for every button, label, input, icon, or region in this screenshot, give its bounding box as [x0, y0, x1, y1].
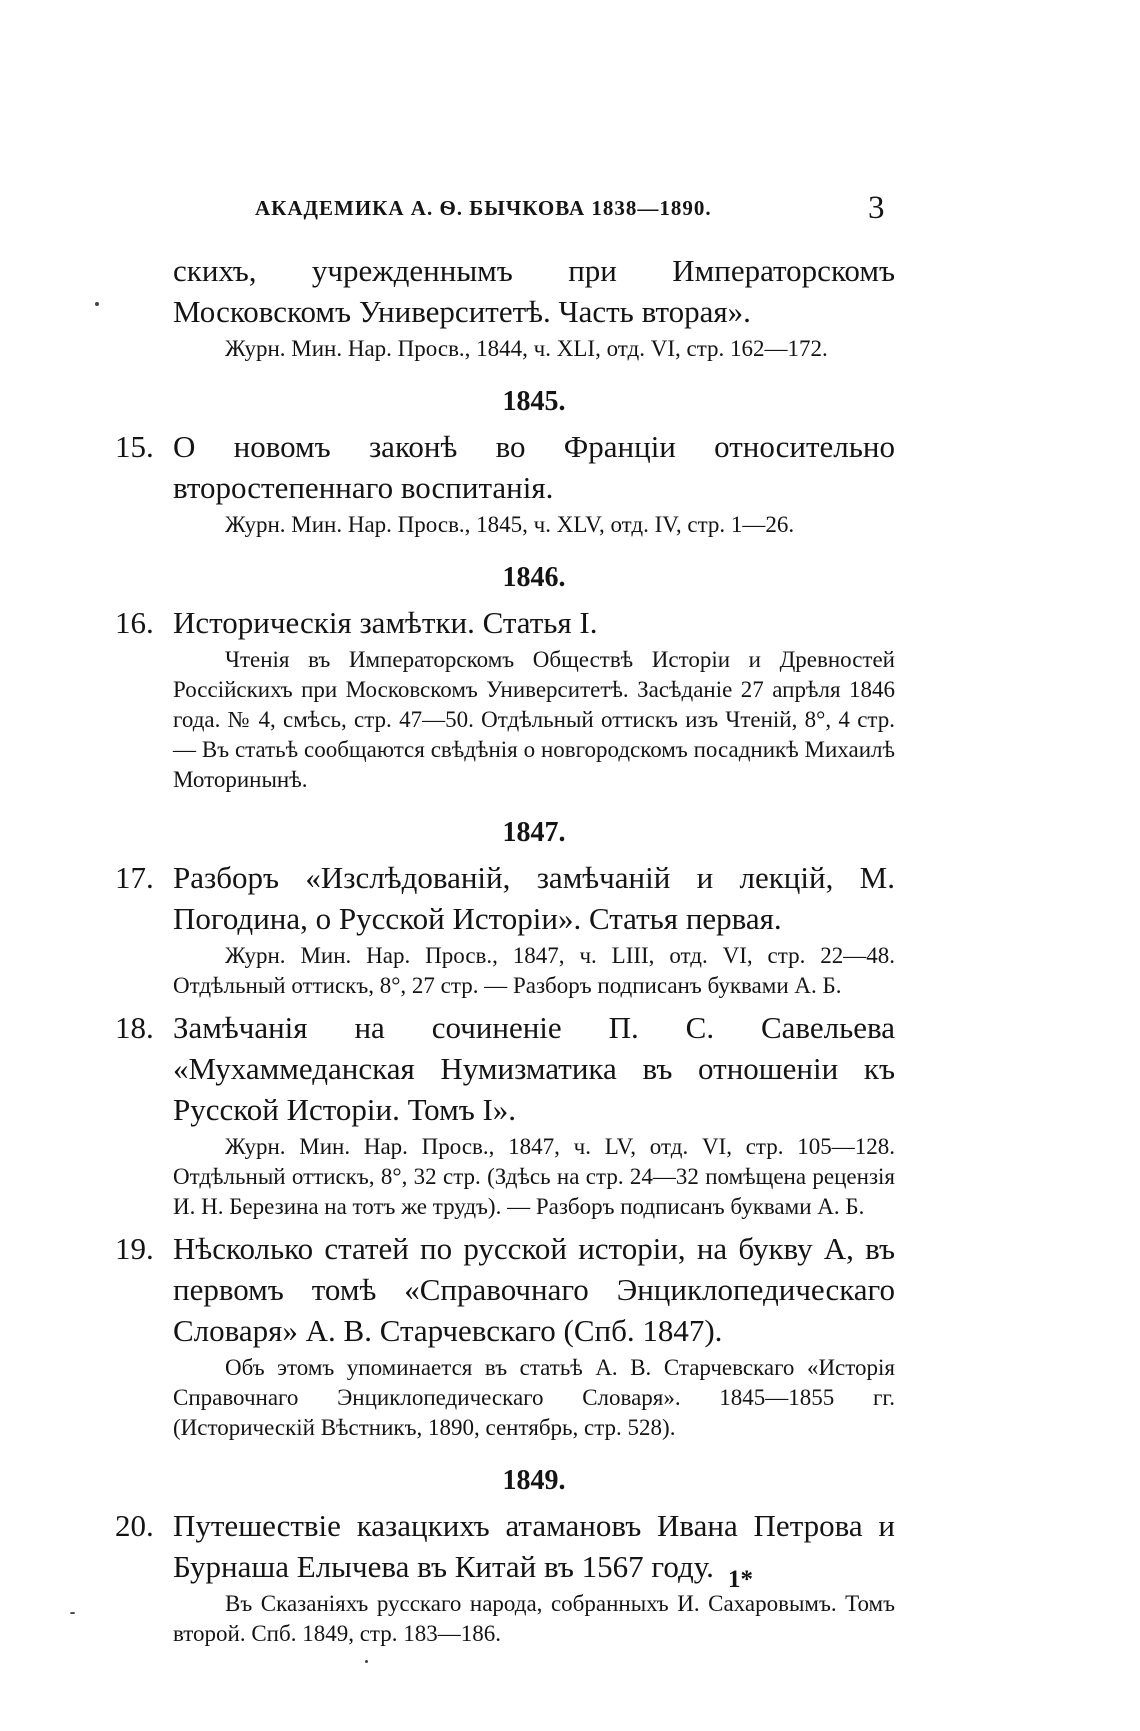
entry-number: 19.: [115, 1231, 154, 1266]
entry-note: Журн. Мин. Нар. Просв., 1847, ч. LIII, отд. VI, стр. 22—48. Отдѣльный оттискъ, 8°, 27 стр. — Разборъ подписанъ буквами А. Б.: [173, 943, 895, 998]
entry-number: 18.: [115, 1010, 154, 1045]
year-heading-1847: 1847.: [502, 817, 566, 848]
bibliography-entry-20: [115, 1505, 895, 1649]
entry-number: 20.: [115, 1508, 154, 1543]
scan-speck: [70, 1612, 75, 1614]
entry-number: 16.: [115, 605, 154, 640]
year-heading-1845: 1845.: [502, 386, 566, 417]
running-head: [0, 190, 1140, 236]
bibliography-entry-17: [115, 857, 895, 1001]
bibliography-entry-18: [115, 1007, 895, 1222]
entry-note: Журн. Мин. Нар. Просв., 1847, ч. LV, отд. VI, стр. 105—128. Отдѣльный оттискъ, 8°, 32 стр. (Здѣсь на стр. 24—32 помѣщена рецензія И. Н. Березина на тотъ же трудъ). — Разборъ подписанъ буквами А. Б.: [173, 1134, 895, 1219]
entry-title: Замѣчанія на сочиненіе П. С. Савельева «Мухаммеданская Нумизматика въ отношеніи къ Русской Исторіи. Томъ I».: [173, 1010, 895, 1127]
entry-note: Въ Сказаніяхъ русскаго народа, собранныхъ И. Сахаровымъ. Томъ второй. Спб. 1849, стр. 183—186.: [173, 1591, 895, 1646]
running-title: АКАДЕМИКА А. Ѳ. БЫЧКОВА 1838—1890.: [255, 196, 712, 220]
continued-entry-text: скихъ, учрежденнымъ при Императорскомъ Московскомъ Университетѣ. Часть вторая».: [173, 253, 895, 329]
entry-title: Путешествіе казацкихъ атамановъ Ивана Петрова и Бурнаша Елычева въ Китай въ 1567 году.: [173, 1508, 895, 1584]
signature-mark: 1*: [728, 1566, 753, 1593]
entry-note: Объ этомъ упоминается въ статьѣ А. В. Старчевскаго «Исторія Справочнаго Энциклопедическаго Словаря». 1845—1855 гг. (Историческій Вѣстникъ, 1890, сентябрь, стр. 528).: [173, 1355, 895, 1440]
entry-note: Чтенія въ Императорскомъ Обществѣ Исторіи и Древностей Россійскихъ при Московскомъ Университетѣ. Засѣданіе 27 апрѣля 1846 года. № 4, смѣсь, стр. 47—50. Отдѣльный оттискъ изъ Чтеній, 8°, 4 стр. — Въ статьѣ сообщаются свѣдѣнія о новгородскомъ посадникѣ Михаилѣ Моторинынѣ.: [173, 647, 895, 792]
continued-entry-note: Журн. Мин. Нар. Просв., 1844, ч. XLI, отд. VI, стр. 162—172.: [225, 336, 828, 361]
entry-number: 17.: [115, 860, 154, 895]
year-heading-1849: 1849.: [502, 1465, 566, 1496]
year-heading-1846: 1846.: [502, 562, 566, 593]
bibliography-entry-16: [115, 602, 895, 795]
entry-title: Нѣсколько статей по русской исторіи, на букву А, въ первомъ томѣ «Справочнаго Энциклопедическаго Словаря» А. В. Старчевскаго (Спб. 1847).: [173, 1231, 895, 1348]
bibliography-entry-19: [115, 1228, 895, 1443]
scan-speck: [95, 302, 99, 306]
page-number: 3: [868, 190, 885, 226]
entry-title: Историческія замѣтки. Статья I.: [173, 605, 598, 640]
entry-number: 15.: [115, 429, 154, 464]
text-block: [115, 250, 895, 1655]
entry-title: О новомъ законѣ во Франціи относительно второстепеннаго воспитанія.: [173, 429, 895, 505]
entry-note: Журн. Мин. Нар. Просв., 1845, ч. XLV, отд. IV, стр. 1—26.: [225, 512, 795, 537]
continued-entry: [115, 250, 895, 364]
entry-title: Разборъ «Изслѣдованій, замѣчаній и лекцій, М. Погодина, о Русской Исторіи». Статья первая.: [173, 860, 895, 936]
scan-speck: [365, 1660, 368, 1663]
bibliography-entry-15: [115, 426, 895, 540]
